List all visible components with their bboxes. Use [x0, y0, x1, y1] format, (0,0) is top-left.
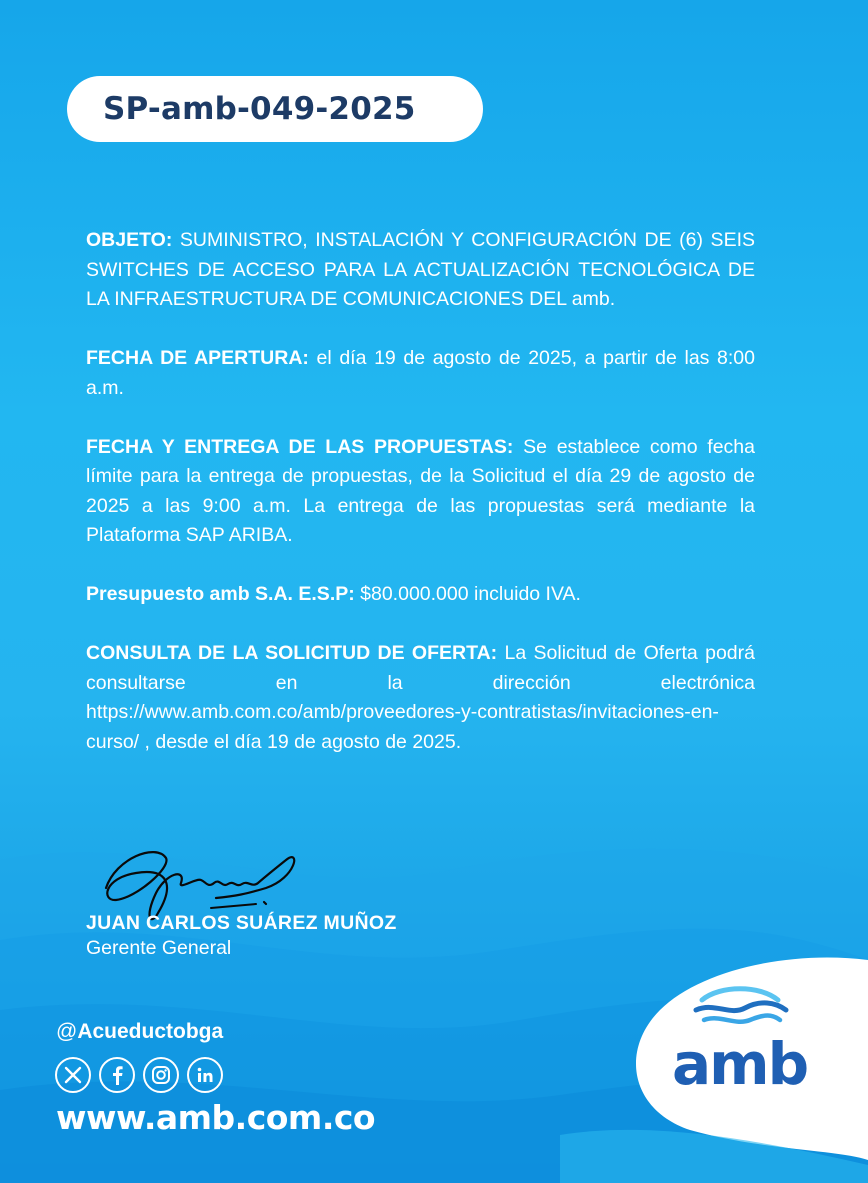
entrega-label: FECHA Y ENTREGA DE LAS PROPUESTAS:: [86, 435, 514, 458]
consulta-tail: , desde el día 19 de agosto de 2025.: [139, 730, 462, 753]
website-link[interactable]: www.amb.com.co: [56, 1098, 376, 1137]
signer-name: JUAN CARLOS SUÁREZ MUÑOZ: [86, 912, 397, 934]
objeto-label: OBJETO:: [86, 229, 173, 251]
consulta-url-link[interactable]: https://www.amb.com.co/amb/proveedores-y-contratistas/invitaciones-en-curso/: [86, 701, 719, 753]
handle-prefix: @: [56, 1020, 78, 1043]
amb-logo-icon: [690, 980, 790, 1030]
presupuesto-label: Presupuesto amb S.A. E.S.P:: [86, 583, 355, 605]
amb-logo-text: amb: [672, 1030, 808, 1098]
document-code: SP-amb-049-2025: [103, 91, 416, 127]
entrega-text: Se establece como fecha límite para la entrega de propuestas, de la Solicitud el día 29 de agosto de 2025 a las 9:00 a.m. La entrega de las propuestas será mediante la Plataforma SAP ARIBA.: [86, 435, 755, 546]
signer-title: Gerente General: [86, 937, 232, 959]
apertura-text: el día 19 de agosto de 2025, a partir de las 8:00 a.m.: [86, 347, 755, 399]
consulta-label: CONSULTA DE LA SOLICITUD DE OFERTA:: [86, 642, 498, 664]
consulta-text: La Solicitud de Oferta podrá consultarse en la dirección electrónica: [86, 642, 755, 694]
apertura-label: FECHA DE APERTURA:: [86, 347, 309, 369]
handle-name: Acueductobga: [77, 1020, 224, 1043]
presupuesto-text: $80.000.000 incluido IVA.: [354, 583, 581, 605]
objeto-text: SUMINISTRO, INSTALACIÓN Y CONFIGURACIÓN DE (6) SEIS SWITCHES DE ACCESO PARA LA ACTUALIZACIÓN TECNOLÓGICA DE LA INFRAESTRUCTURA DE COMUNICACIONES DEL amb.: [86, 229, 755, 310]
